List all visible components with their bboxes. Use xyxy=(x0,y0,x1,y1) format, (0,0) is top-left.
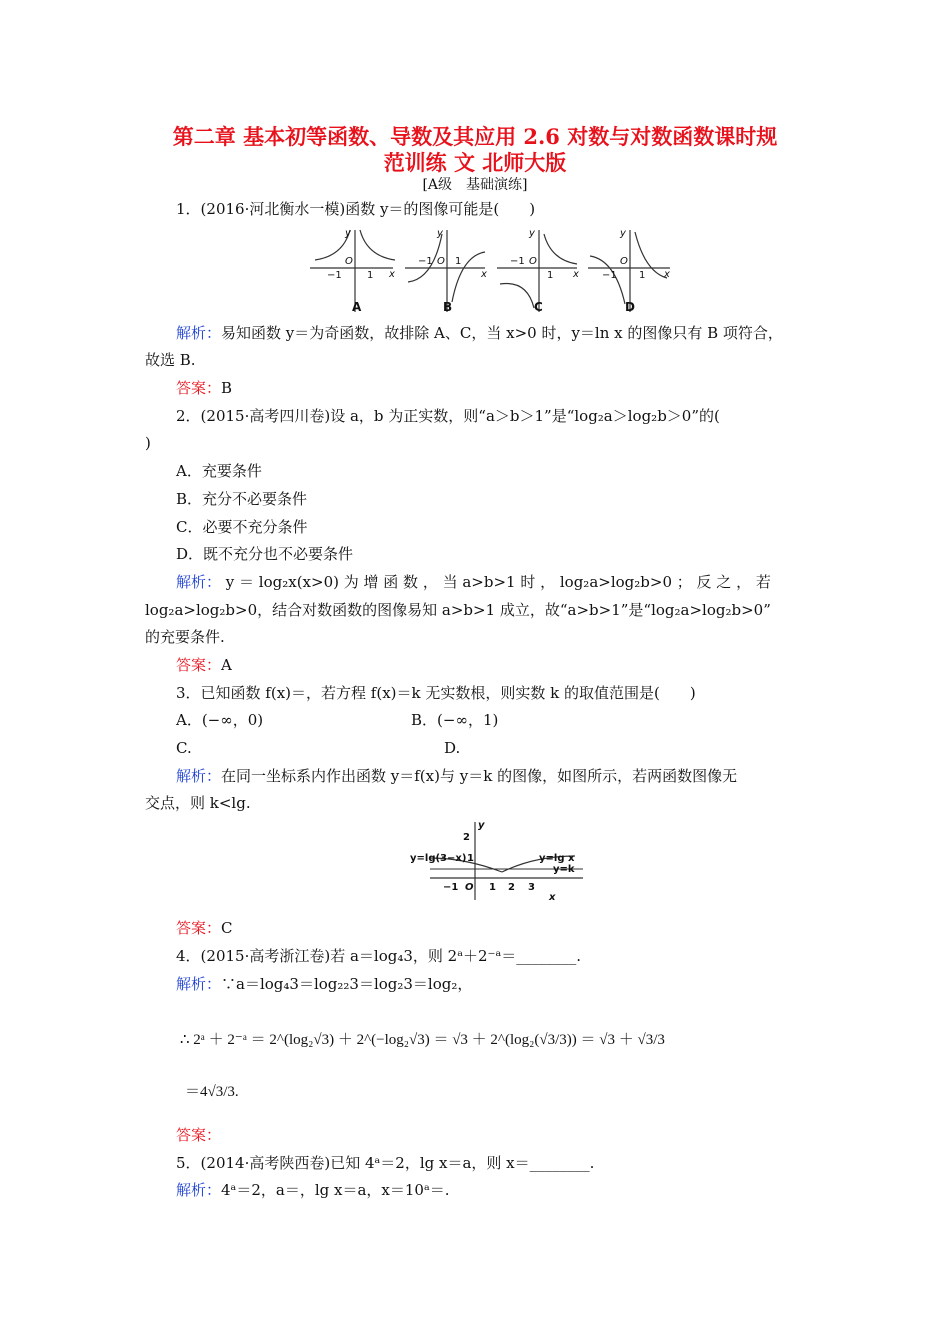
q2-option-b: B．充分不必要条件 xyxy=(176,490,308,508)
q1-caption-c: C xyxy=(534,300,543,314)
q3-graph-y-label: y xyxy=(478,820,485,831)
q3-stem: 3．已知函数 f(x)＝，若方程 f(x)＝k 无实数根，则实数 k 的取值范围是( ) xyxy=(176,684,696,702)
q1-stem: 1．(2016·河北衡水一模)函数 y＝的图像可能是( ) xyxy=(176,200,536,218)
q5-analysis-line1 xyxy=(176,1179,841,1201)
q1-analysis-line2: 故选 B. xyxy=(145,351,196,369)
q1-b-x-label: x xyxy=(481,269,487,280)
q1-b-tick-neg1: −1 xyxy=(418,256,433,267)
q3-graph-tick-2: 2 xyxy=(463,832,470,843)
q3-graph-tick-y1: 1 xyxy=(467,853,474,864)
q4-analysis-text1: ∵a＝log₄3＝log₂₂3＝log₂3＝log₂， xyxy=(221,975,473,993)
q2-option-a: A．充要条件 xyxy=(176,462,262,480)
q4-analysis-label: 解析： xyxy=(176,975,222,993)
q1-d-tick-1: 1 xyxy=(639,270,646,281)
q4-stem: 4．(2015·高考浙江卷)若 a＝log₄3，则 2ᵃ＋2⁻ᵃ＝________. xyxy=(176,947,582,965)
q1-a-origin: O xyxy=(345,256,353,267)
q4-answer xyxy=(176,1124,841,1146)
q1-answer-value: B xyxy=(221,379,233,397)
q1-b-origin: O xyxy=(437,256,445,267)
q3-graph-left-curve-label: y=lg(3−x) xyxy=(410,853,467,864)
q3-analysis-line2: 交点，则 k<lg. xyxy=(145,794,251,812)
q1-c-tick-neg1: −1 xyxy=(510,256,525,267)
q1-c-y-label: y xyxy=(529,228,535,239)
q1-c-origin: O xyxy=(529,256,537,267)
q2-option-d: D．既不充分也不必要条件 xyxy=(176,545,354,563)
q3-graph-k-line-label: y=k xyxy=(553,864,575,875)
q2-analysis-text1: y ＝ log₂x(x>0) 为 增 函 数 ， 当 a>b>1 时 ， log₂a>log₂b>0 ； 反 之 ， 若 xyxy=(221,573,771,591)
q1-a-x-label: x xyxy=(389,269,395,280)
q3-option-d: D. xyxy=(444,739,461,757)
q4-derivation-1: ∴ 2ᵃ ＋ 2⁻ᵃ ＝ 2^(log₂√3) ＋ 2^(−log₂√3) ＝ √3 ＋ 2^(log₂(√3/3)) ＝ √3 ＋ √3/3 xyxy=(180,1032,665,1048)
q3-analysis-line1 xyxy=(176,765,841,787)
q3-graph-origin: O xyxy=(465,882,474,893)
q1-analysis-line1 xyxy=(176,322,841,344)
q3-graph-tick-2x: 2 xyxy=(508,882,515,893)
q1-b-y-label: y xyxy=(437,228,443,239)
q3-answer-value: C xyxy=(221,919,233,937)
q1-d-y-label: y xyxy=(620,228,626,239)
document-title-line2: 范训练 文 北师大版 xyxy=(383,150,567,175)
q1-c-tick-1: 1 xyxy=(547,270,554,281)
section-heading: [A级 基础演练] xyxy=(422,177,528,193)
q1-d-tick-neg1: −1 xyxy=(602,270,617,281)
q2-analysis-line2: log₂a>log₂b>0，结合对数函数的图像易知 a>b>1 成立，故“a>b>1”是“log₂a>log₂b>0” xyxy=(145,601,771,619)
q2-stem-line1: 2．(2015·高考四川卷)设 a，b 为正实数，则“a＞b＞1”是“log₂a＞log₂b＞0”的( xyxy=(176,407,720,425)
q3-answer-label: 答案： xyxy=(176,919,222,937)
q2-answer-value: A xyxy=(221,656,232,674)
document-title-line1: 第二章 基本初等函数、导数及其应用 2.6 对数与对数函数课时规 xyxy=(172,124,778,149)
q1-answer xyxy=(176,377,841,399)
q2-answer xyxy=(176,654,841,676)
q1-caption-d: D xyxy=(625,300,635,314)
q3-graph-tick-1: 1 xyxy=(489,882,496,893)
q3-graph-tick-3: 3 xyxy=(528,882,535,893)
q3-analysis-text1: 在同一坐标系内作出函数 y＝f(x)与 y＝k 的图像，如图所示，若两函数图像无 xyxy=(221,767,738,785)
q2-analysis-line3: 的充要条件. xyxy=(145,628,225,646)
q1-analysis-text1: 易知函数 y＝为奇函数，故排除 A、C，当 x>0 时，y＝ln x 的图像只有 B 项符合， xyxy=(221,324,783,342)
q5-analysis-text1: 4ᵃ＝2，a＝，lg x＝a，x＝10ᵃ＝. xyxy=(221,1181,450,1199)
q3-graph-right-curve-label: y=lg x xyxy=(539,853,575,864)
q2-stem-line2: ) xyxy=(145,434,151,452)
q2-analysis-line1 xyxy=(176,571,841,593)
q3-analysis-label: 解析： xyxy=(176,767,222,785)
q3-answer xyxy=(176,917,841,939)
q1-b-tick-1: 1 xyxy=(455,256,462,267)
q1-answer-label: 答案： xyxy=(176,379,222,397)
q4-answer-label: 答案： xyxy=(176,1126,222,1144)
q1-analysis-label: 解析： xyxy=(176,324,222,342)
q1-caption-a: A xyxy=(352,300,362,314)
q1-c-x-label: x xyxy=(573,269,579,280)
q4-derivation-2: ＝4√3/3. xyxy=(185,1084,239,1100)
q3-option-b: B．(−∞，1) xyxy=(411,711,499,729)
q1-a-tick-1: 1 xyxy=(367,270,374,281)
q1-a-tick-neg1: −1 xyxy=(327,270,342,281)
q3-option-c: C. xyxy=(176,739,192,757)
q4-analysis-line1 xyxy=(176,973,841,995)
q2-option-c: C．必要不充分条件 xyxy=(176,518,308,536)
q1-d-origin: O xyxy=(620,256,628,267)
q5-analysis-label: 解析： xyxy=(176,1181,222,1199)
q1-d-x-label: x xyxy=(664,269,670,280)
q3-graph xyxy=(405,818,585,904)
q1-a-y-label: y xyxy=(345,228,351,239)
q3-graph-tick-neg1: −1 xyxy=(443,882,459,893)
q2-answer-label: 答案： xyxy=(176,656,222,674)
q3-graph-x-label: x xyxy=(549,892,556,903)
q5-stem: 5．(2014·高考陕西卷)已知 4ᵃ＝2，lg x＝a，则 x＝________. xyxy=(176,1154,595,1172)
q3-option-a: A．(−∞，0) xyxy=(176,711,264,729)
q2-analysis-label: 解析： xyxy=(176,573,222,591)
q1-caption-b: B xyxy=(443,300,453,314)
